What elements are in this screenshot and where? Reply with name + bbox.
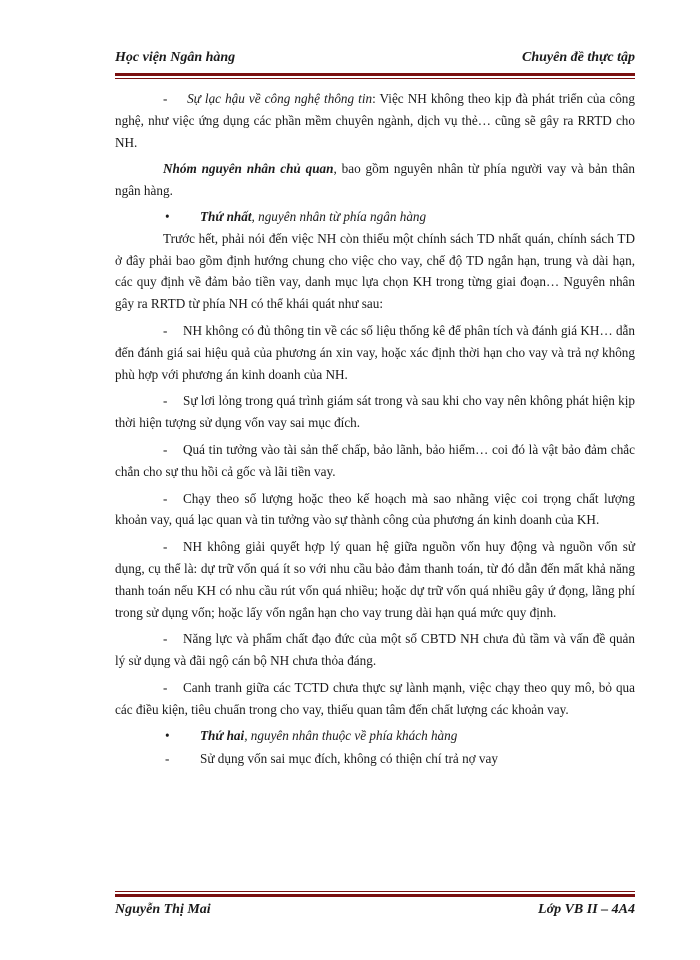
list-item [115,390,635,434]
list-item [115,439,635,483]
list-item [115,320,635,385]
list-item [115,488,635,532]
bullet-lead: Thứ nhất [200,208,252,224]
list-item [115,628,635,672]
dash-marker: - [163,393,168,409]
list-item-text: Canh tranh giữa các TCTD chưa thực sự lành mạnh, việc chạy theo quy mô, bỏ qua các điều kiện, tiêu chuẩn trong cho vay, thiếu quan tâm đến chất lượng các khoản vay. [115,679,635,717]
bullet-heading-second [115,725,635,747]
dash-marker: - [163,631,168,647]
list-item-text: NH không giải quyết hợp lý quan hệ giữa nguồn vốn huy động và nguồn vốn sử dụng, cụ thể là: dự trữ vốn quá ít so với nhu cầu bảo đảm thanh toán, từ đó dẫn đến mất khả năng thanh toán nếu KH có nhu cầu rút vốn quá nhiều; hoặc dự trữ vốn quá nhiều gây ứ đọng, lãng phí trong sử dụng vốn; hoặc lấy vốn ngắn hạn cho vay trung dài hạn quá mức quy định. [115,539,635,620]
bullet-text: , nguyên nhân từ phía ngân hàng [251,208,427,224]
page-footer [115,902,635,918]
paragraph-lead: Sự lạc hậu về công nghệ thông tin [187,91,373,106]
header-rule-thin [115,78,635,79]
list-item-text: Sử dụng vốn sai mục đích, không có thiện chí trả nợ vay [200,751,498,767]
list-item-text: Năng lực và phẩm chất đạo đức của một số CBTD NH chưa đủ tầm và vấn đề quản lý sử dụng và đãi ngộ cán bộ NH chưa thỏa đáng. [115,631,635,669]
dash-marker: - [163,679,168,695]
list-item-text: Sự lơi lỏng trong quá trình giám sát trong và sau khi cho vay nên không phát hiện kịp thời hiện tượng sử dụng vốn vay sai mục đích. [115,393,635,431]
footer-rule-thick [115,894,635,897]
paragraph-lead: Nhóm nguyên nhân chủ quan [163,161,334,177]
footer-rule-thin [115,891,635,892]
bullet-icon: • [165,208,170,224]
dash-marker: - [163,441,168,457]
bullet-lead: Thứ hai [200,727,245,743]
list-item-text: Chạy theo số lượng hoặc theo kế hoạch mà sao nhãng việc coi trọng chất lượng khoản vay, quá lạc quan và tin tưởng vào sự thành công của phương án kinh doanh của KH. [115,490,635,528]
list-item [115,677,635,721]
paragraph-text: : Việc NH không theo kịp đà phát triển của công nghệ, như việc ứng dụng các phần mềm chuyên ngành, dịch vụ thẻ… cũng sẽ gây ra RRTD cho NH. [115,91,635,150]
header-right: Chuyên đề thực tập [521,50,635,65]
list-item-last [115,748,635,770]
document-body [115,88,635,770]
paragraph-text: , bao gồm nguyên nhân từ phía người vay và bản thân ngân hàng. [115,161,635,199]
list-item-text: Quá tin tưởng vào tài sản thế chấp, bảo lãnh, bảo hiểm… coi đó là vật bảo đảm chắc chắn cho sự thu hồi cả gốc và lãi tiền vay. [115,441,635,479]
dash-marker: - [163,539,168,555]
bullet-heading-first [115,206,635,228]
dash-marker: - [163,322,168,338]
footer-left: Nguyễn Thị Mai [115,902,211,917]
dash-marker: - [163,490,168,506]
dash-marker: - [165,751,170,767]
list-item [115,536,635,623]
paragraph-subjective-causes [115,158,635,202]
header-rule-thick [115,73,635,76]
paragraph-bank-policy: Trước hết, phải nói đến việc NH còn thiếu một chính sách TD nhất quán, chính sách TD ở đây phải bao gồm định hướng chung cho việc cho vay, chế độ TD ngắn hạn, trung và dài hạn, các quy định về đảm bảo tiền vay, danh mục lựa chọn KH trong từng giai đoạn… Nguyên nhân gây ra RRTD từ phía NH có thể khái quát như sau: [115,230,635,312]
list-item-text: NH không có đủ thông tin về các số liệu thống kê để phân tích và đánh giá KH… dẫn đến đánh giá sai hiệu quả của phương án xin vay, hoặc xác định thời hạn cho vay và trả nợ không phù hợp với phương án kinh doanh của NH. [115,322,635,382]
footer-right: Lớp VB II – 4A4 [538,902,635,917]
header-left: Học viện Ngân hàng [115,50,236,65]
page-header [115,50,635,66]
dash-marker: - [163,91,168,106]
paragraph-technology [115,88,635,153]
bullet-icon: • [165,727,170,743]
bullet-text: , nguyên nhân thuộc về phía khách hàng [244,727,458,743]
